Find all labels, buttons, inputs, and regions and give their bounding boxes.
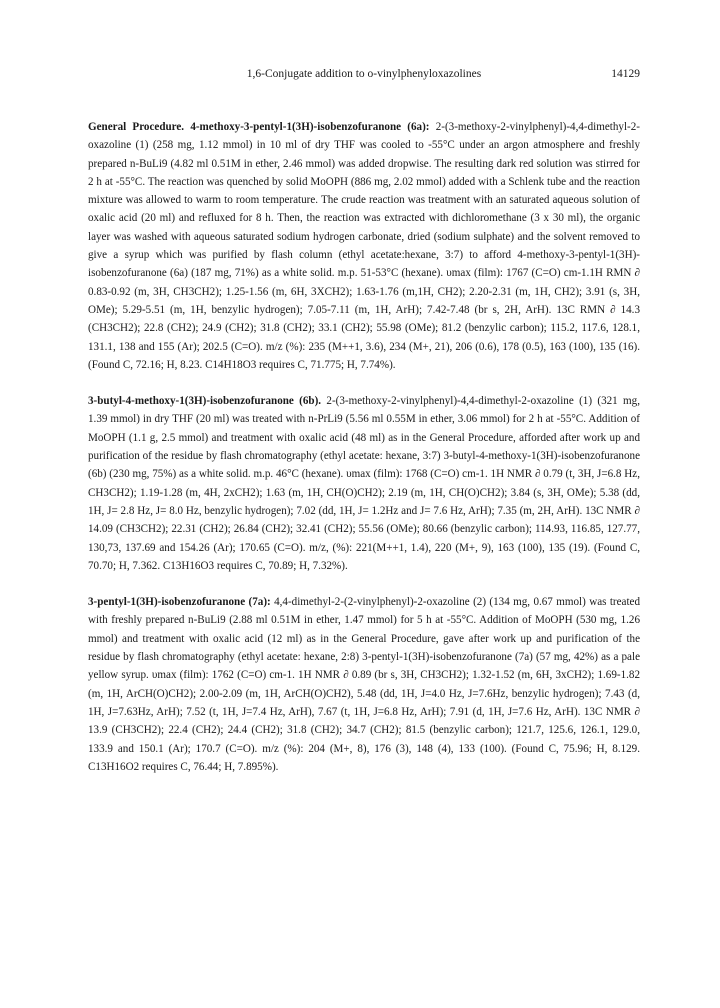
page-number: 14129 <box>611 68 640 80</box>
experimental-section <box>88 118 640 794</box>
paragraph-heading: 3-pentyl-1(3H)-isobenzofuranone (7a): <box>88 596 271 609</box>
paragraph-7a <box>88 593 640 776</box>
running-head <box>88 68 640 84</box>
paragraph-6a <box>88 118 640 374</box>
paragraph-heading: 3-butyl-4-methoxy-1(3H)-isobenzofuranone (6b). <box>88 395 322 408</box>
paragraph-text: 4,4-dimethyl-2-(2-vinylphenyl)-2-oxazoline (2) (134 mg, 0.67 mmol) was treated with freshly prepared n-BuLi9 (2.88 ml 0.51M in ether, 1.47 mmol) for 5 h at -55°C. Addition of MoOPH (530 mg, 1.26 mmol) and treatment with oxalic acid (12 ml) as in the General Procedure, gave after work up and purification of the residue by flash chromatography (ethyl acetate: hexane, 2:8) 3-pentyl-1(3H)-isobenzofuranone (7a) (57 mg, 42%) as a pale yellow syrup. υmax (film): 1762 (C=O) cm-1. 1H NMR ∂ 0.89 (br s, 3H, CH3CH2); 1.32-1.52 (m, 6H, 3xCH2); 1.69-1.82 (m, 1H, ArCH(O)CH2); 2.00-2.09 (m, 1H, ArCH(O)CH2), 5.48 (dd, 1H, J=4.0 Hz, J=7.6Hz, benzylic hydrogen); 7.43 (d, 1H, J=7.63Hz, ArH); 7.52 (t, 1H, J=7.4 Hz, ArH), 7.67 (t, 1H, J=6.8 Hz, ArH); 7.91 (d, 1H, J=7.6 Hz, ArH). 13C NMR ∂ 13.9 (CH3CH2); 22.4 (CH2); 24.4 (CH2); 31.8 (CH2); 34.7 (CH2); 81.5 (benzylic carbon); 121.7, 125.6, 126.1, 129.0, 133.9 and 150.1 (Ar); 170.7 (C=O). m/z (%): 204 (M+, 8), 176 (3), 148 (4), 133 (100). (Found C, 75.96; H, 8.129. C13H16O2 requires C, 76.44; H, 7.895%). <box>88 596 640 773</box>
paragraph-text: 2-(3-methoxy-2-vinylphenyl)-4,4-dimethyl-2-oxazoline (1) (321 mg, 1.39 mmol) in dry THF (20 ml) was treated with n-PrLi9 (5.56 ml 0.55M in ether, 3.06 mmol) for 2 h at -55°C. Addition of MoOPH (1.1 g, 2.5 mmol) and treatment with oxalic acid (48 ml) as in the General Procedure, afforded after work up and purification of the residue by flash chromatography (ethyl acetate: hexane, 3:7) 3-butyl-4-methoxy-1(3H)-isobenzofuranone (6b) (230 mg, 75%) as a white solid. m.p. 46°C (hexane). υmax (film): 1768 (C=O) cm-1. 1H NMR ∂ 0.79 (t, 3H, J=6.8 Hz, CH3CH2); 1.19-1.28 (m, 4H, 2xCH2); 1.63 (m, 1H, CH(O)CH2); 2.19 (m, 1H, CH(O)CH2); 3.84 (s, 3H, OMe); 5.38 (dd, 1H, J= 2.8 Hz, J= 8.0 Hz, benzylic hydrogen); 7.02 (dd, 1H, J= 1.2Hz and J= 7.6 Hz, ArH); 7.35 (m, 2H, ArH). 13C NMR ∂ 14.09 (CH3CH2); 22.31 (CH2); 26.84 (CH2); 32.41 (CH2); 55.56 (OMe); 80.66 (benzylic carbon); 114.93, 116.85, 127.77, 130,73, 137.69 and 154.26 (Ar); 170.65 (C=O). m/z, (%): 221(M++1, 1.4), 220 (M+, 9), 163 (100), 135 (19). (Found C, 70.70; H, 7.362. C13H16O3 requires C, 70.89; H, 7.32%). <box>88 395 640 572</box>
running-title: 1,6-Conjugate addition to o-vinylphenyloxazolines <box>246 68 482 80</box>
paragraph-6b <box>88 392 640 575</box>
paragraph-text: 2-(3-methoxy-2-vinylphenyl)-4,4-dimethyl-2-oxazoline (1) (258 mg, 1.12 mmol) in 10 ml of dry THF was cooled to -55°C under an argon atmosphere and freshly prepared n-BuLi9 (4.82 ml 0.51M in ether, 2.46 mmol) was added dropwise. The resulting dark red solution was stirred for 2 h at -55°C. The reaction was quenched by solid MoOPH (886 mg, 2.02 mmol) added with a Schlenk tube and the reaction mixture was allowed to warm to room temperature. The crude reaction was treatment with an saturated aqueous solution of oxalic acid (20 ml) and refluxed for 8 h. Then, the reaction was extracted with dichloromethane (3 x 30 ml), the organic layer was washed with aqueous saturated sodium hydrogen carbonate, dried (sodium sulphate) and the solvent removed to give a syrup which was purified by flash column (ethyl acetate:hexane, 3:7) to afford 4-methoxy-3-pentyl-1(3H)-isobenzofuranone (6a) (187 mg, 71%) as a white solid. m.p. 51-53°C (hexane). υmax (film): 1767 (C=O) cm-1.1H RMN ∂ 0.83-0.92 (m, 3H, CH3CH2); 1.25-1.56 (m, 6H, 3XCH2); 1.63-1.76 (m,1H, CH2); 2.20-2.31 (m, 1H, CH2); 3.91 (s, 3H, OMe); 5.29-5.51 (m, 1H, benzylic hydrogen); 7.05-7.11 (m, 1H, ArH); 7.42-7.48 (br s, 2H, ArH). 13C RMN ∂ 14.3 (CH3CH2); 22.8 (CH2); 24.9 (CH2); 31.8 (CH2); 33.1 (CH2); 55.98 (OMe); 81.2 (benzylic carbon); 115.2, 117.6, 128.1, 131.1, 138 and 155 (Ar); 202.5 (C=O). m/z (%): 235 (M++1, 3.6), 234 (M+, 21), 206 (0.6), 178 (0.5), 163 (100), 135 (16). (Found C, 72.16; H, 8.23. C14H18O3 requires C, 71.775; H, 7.74%). <box>88 121 640 371</box>
paragraph-heading: General Procedure. 4-methoxy-3-pentyl-1(3H)-isobenzofuranone (6a): <box>88 121 430 133</box>
